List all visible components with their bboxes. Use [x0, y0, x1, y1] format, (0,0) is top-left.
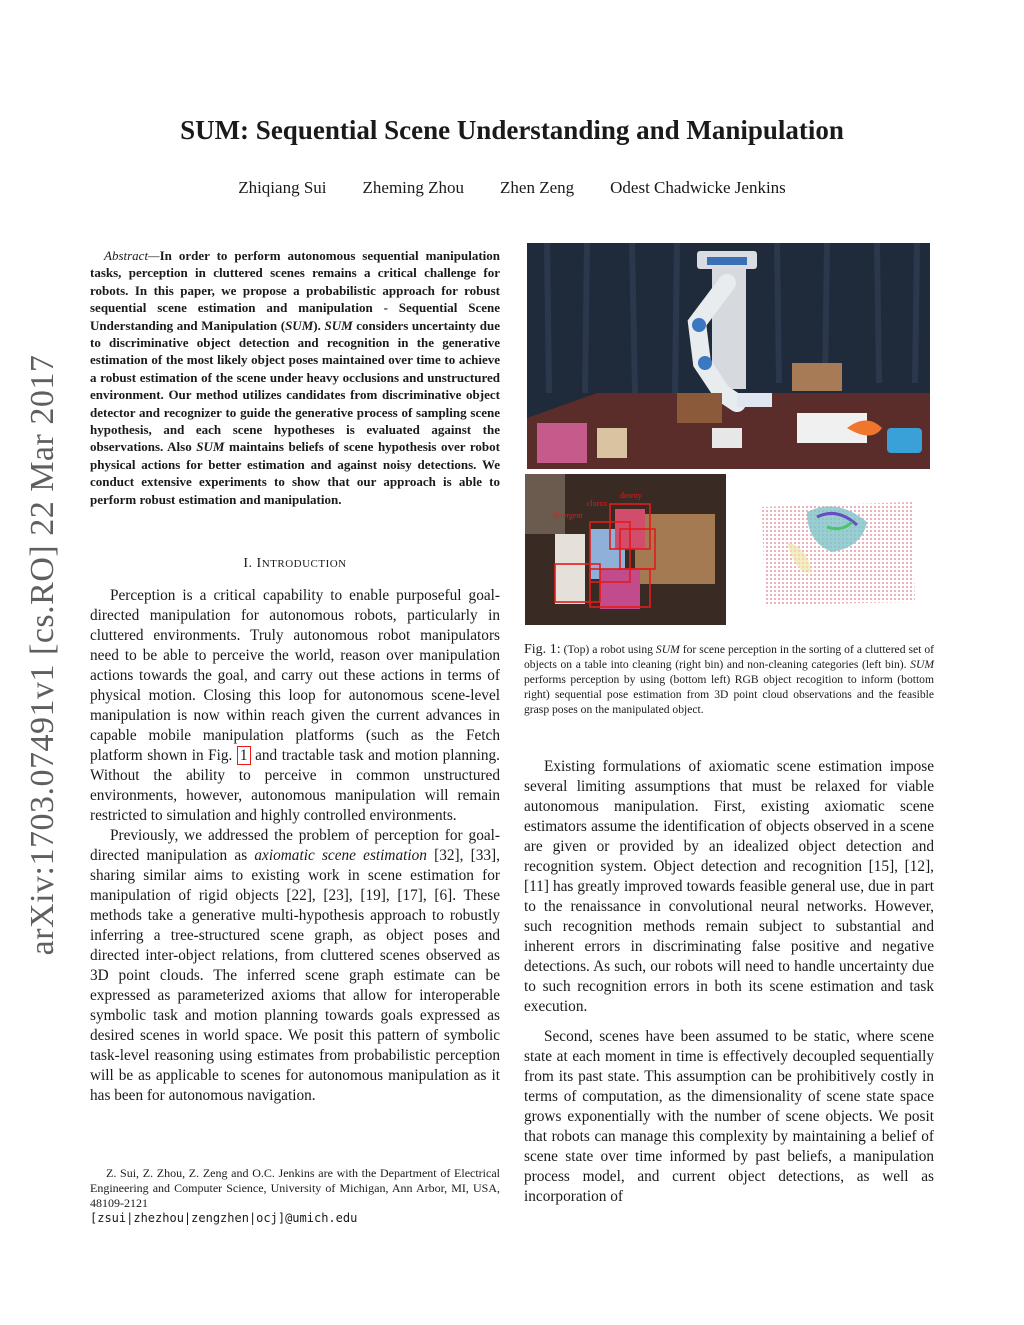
emphasis: axiomatic scene estimation	[254, 847, 427, 864]
author: Zhiqiang Sui	[238, 178, 327, 197]
abstract-text: ).	[313, 317, 325, 333]
figure-reference-link[interactable]: 1	[237, 746, 251, 765]
bottle	[555, 534, 585, 604]
detection-label: detergent	[553, 511, 583, 520]
author-list	[0, 178, 1024, 198]
abstract-text: In order to perform autonomous sequential manipulation tasks, perception in cluttered scenes remains a critical challenge for robots. In this paper, we propose a probabilistic approach for robust sequential scene estimation and manipulation - Sequential Scene Understanding and Manipulation (	[90, 248, 500, 333]
figure-robot-photo	[527, 243, 930, 469]
figure-caption	[524, 642, 934, 717]
footnote-text: Z. Sui, Z. Zhou, Z. Zeng and O.C. Jenkins are with the Department of Electrical Engineering and Computer Science, University of Michigan, Ann Arbor, MI, USA, 48109-2121	[90, 1166, 500, 1210]
paper-title: SUM: Sequential Scene Understanding and Manipulation	[180, 115, 844, 145]
bottle	[600, 569, 640, 609]
wall-area	[525, 474, 565, 534]
cereal-box	[537, 423, 587, 463]
author-emails: [zsui|zhezhou|zengzhen|ocj]@umich.edu	[90, 1211, 358, 1225]
paragraph-text: Perception is a critical capability to enable purposeful goal-directed manipulation for autonomous robots, particularly in cluttered environments. Truly autonomous robot manipulators need to be able to perceive the world, reason over manipulation actions towards the goal, and carry out these actions in terms of physical motion. Closing this loop for autonomous scene-level manipulation is now within reach given the current advances in capable mobile manipulation platforms (such as the Fetch platform shown in Fig.	[90, 587, 500, 764]
abstract	[90, 247, 500, 508]
paragraph: Existing formulations of axiomatic scene estimation impose several limiting assumptions that must be relaxed for viable autonomous manipulation. First, existing axiomatic scene estimators assume the identification of objects observed in a scene are given or provided by an idealized object detection and recognition system. Object detection and recognition [15], [12], [11] has greatly improved towards feasible general use, due in part to the renaissance in convolutional neural networks. However, such recognition methods remain subject to substantial and inherent errors in discriminating false positive and negative detections. As such, our robots will need to handle uncertainty due to such recognition errors in both its scene estimation and task execution.	[524, 758, 934, 1015]
author: Zhen Zeng	[500, 178, 575, 197]
detection-label: downy	[620, 491, 642, 500]
figure-label: Fig. 1:	[524, 642, 561, 657]
abstract-sum: SUM	[285, 317, 314, 333]
toy-truck	[887, 428, 922, 453]
section-initial: I	[256, 556, 262, 571]
paragraph-text: and tractable task and motion planning. Without the ability to perceive in common unstructured environments, however, autonomous manipulation will remain restricted to simulation and highly controlled environments.	[90, 747, 500, 824]
abstract-sum: SUM	[324, 317, 353, 333]
figure-point-cloud	[757, 497, 917, 609]
intro-right-column	[524, 757, 934, 1207]
paragraph	[90, 586, 500, 826]
section-number: I.	[243, 556, 253, 571]
paragraph: Second, scenes have been assumed to be static, where scene state at each moment in time is effectively decoupled sequentially from its past state. This assumption can be prohibitively costly in terms of computation, as the dimensionality of scene state space grows exponentially with the number of scene objects. We posit that robots can manage this complexity by maintaining a belief of scene state over time informed by past beliefs, a manipulation process model, and current object detections, as well as incorporation of	[524, 1028, 934, 1205]
paragraph	[90, 826, 500, 1106]
robot-joint	[698, 356, 712, 370]
paragraph-text: Previously, we addressed the problem of perception for goal-directed manipulation as	[90, 827, 500, 864]
caption-sum: SUM	[655, 643, 680, 656]
detection-label: clorox	[587, 499, 608, 508]
paper-item	[597, 428, 627, 458]
robot-joint	[692, 318, 706, 332]
author: Zheming Zhou	[362, 178, 465, 197]
cardboard-box	[792, 363, 842, 391]
caption-text: (Top) a robot using	[560, 643, 656, 656]
intro-left-column	[90, 586, 500, 1106]
section-heading-introduction	[90, 556, 500, 572]
abstract-text: considers uncertainty due to discriminative object detection and recognition in the generative estimation of the most likely object poses maintained over time to achieve a robust estimation of the scene under heavy occlusions and unstructured environment. Our method utilizes candidates from discriminative object detector and recognizer to guide the generative process of sampling scene hypothesis, and each scene hypotheses is evaluated against the observations. Also	[90, 317, 500, 455]
caption-text: performs perception by using (bottom left) RGB object recogition to inform (bottom right) sequential pose estimation from 3D point cloud observations and the feasible grasp poses on the manipulated object.	[524, 673, 934, 716]
arxiv-identifier: arXiv:1703.07491v1 [cs.RO] 22 Mar 2017	[24, 354, 61, 956]
affiliation-footnote	[90, 1166, 500, 1226]
robot-head-stripe	[707, 257, 747, 265]
detergent-bottle	[737, 393, 772, 407]
section-title-rest: NTRODUCTION	[261, 558, 347, 570]
scale-device	[712, 428, 742, 448]
abstract-sum: SUM	[196, 439, 225, 455]
cardboard-box	[677, 393, 722, 423]
abstract-text: maintains beliefs of scene hypothesis over robot physical actions for better estimation and against noisy detections. We conduct extensive experiments to show that our approach is able to perform robust estimation and manipulation.	[90, 439, 500, 507]
caption-sum: SUM	[910, 658, 934, 671]
abstract-lead: Abstract—	[104, 248, 160, 263]
author: Odest Chadwicke Jenkins	[610, 178, 786, 197]
figure-rgb-detections	[525, 474, 726, 625]
caption-text: for scene perception in the sorting of a cluttered set of objects on a table into cleaning (right bin) and non-cleaning categories (left bin).	[524, 643, 935, 671]
paragraph-text: [32], [33], sharing similar aims to existing work in scene estimation for manipulation of rigid objects [22], [23], [19], [17], [6]. These methods take a generative multi-hypothesis approach to robustly inferring a tree-structured scene graph, as object poses and directed inter-object relations, from cluttered scenes observed as 3D point clouds. The inferred scene graph estimate can be expressed as parameterized axioms that allow for interoperable symbolic task and motion planning towards goals expressed as desired scenes in world space. We posit this pattern of symbolic task-level reasoning using estimates from probabilistic perception will be as applicable to scenes for autonomous manipulation as it has been for autonomous navigation.	[90, 847, 500, 1104]
